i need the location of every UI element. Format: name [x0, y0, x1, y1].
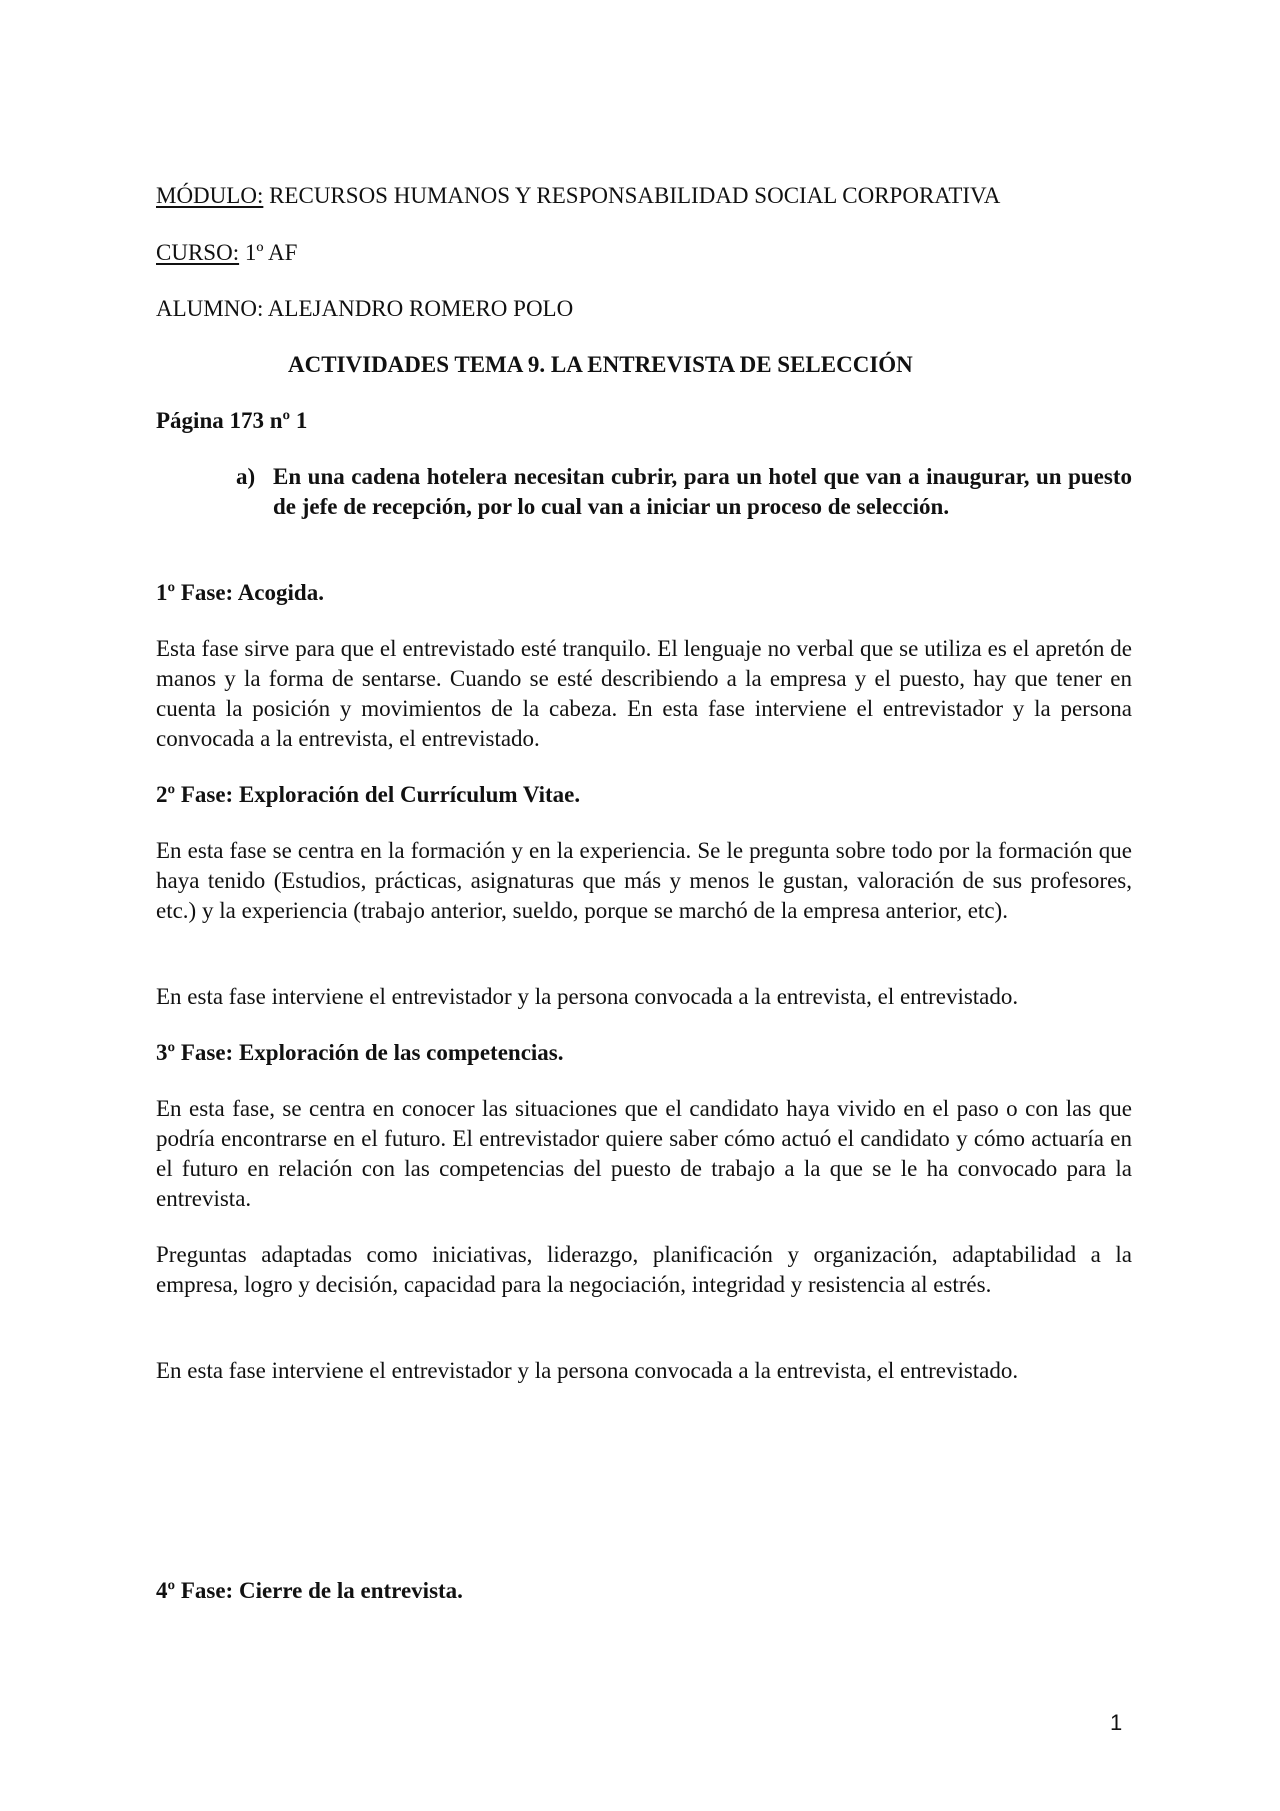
fase1-paragraph: Esta fase sirve para que el entrevistado esté tranquilo. El lenguaje no verbal que se utiliza es el apretón de manos y la forma de sentarse. Cuando se esté describiendo a la empresa y el puesto, hay que tener en cuenta la posición y movimientos de la cabeza. En esta fase interviene el entrevistador y la persona convocada a la entrevista, el entrevistado. [156, 636, 1132, 751]
list-item-a [236, 462, 1132, 522]
fase3-paragraph-1: En esta fase, se centra en conocer las situaciones que el candidato haya vivido en el paso o con las que podría encontrarse en el futuro. El entrevistador quiere saber cómo actuó el candidato y cómo actuaría en el futuro en relación con las competencias del puesto de trabajo a la que se le ha convocado para la entrevista. [156, 1096, 1132, 1211]
curso-line [156, 238, 297, 268]
fase2-heading: 2º Fase: Exploración del Currículum Vitae. [156, 782, 581, 807]
fase2-paragraph-2: En esta fase interviene el entrevistador y la persona convocada a la entrevista, el entrevistado. [156, 984, 1019, 1009]
alumno-line: ALUMNO: ALEJANDRO ROMERO POLO [156, 296, 574, 321]
fase3-paragraph-2: Preguntas adaptadas como iniciativas, liderazgo, planificación y organización, adaptabilidad a la empresa, logro y decisión, capacidad para la negociación, integridad y resistencia al estrés. [156, 1242, 1132, 1297]
modulo-value: RECURSOS HUMANOS Y RESPONSABILIDAD SOCIAL CORPORATIVA [263, 183, 1001, 208]
fase4-heading: 4º Fase: Cierre de la entrevista. [156, 1578, 463, 1603]
curso-value: 1º AF [239, 240, 298, 265]
page-title: ACTIVIDADES TEMA 9. LA ENTREVISTA DE SELECCIÓN [288, 352, 913, 377]
modulo-line [156, 181, 1000, 211]
fase1-heading: 1º Fase: Acogida. [156, 580, 324, 605]
list-item-marker: a) [236, 464, 256, 489]
page-reference: Página 173 nº 1 [156, 408, 308, 433]
curso-label: CURSO: [156, 240, 240, 265]
fase3-heading: 3º Fase: Exploración de las competencias. [156, 1040, 564, 1065]
page-number: 1 [1110, 1710, 1123, 1735]
list-item-text: En una cadena hotelera necesitan cubrir, para un hotel que van a inaugurar, un puesto de jefe de recepción, por lo cual van a iniciar un proceso de selección. [273, 464, 1132, 519]
fase3-paragraph-3: En esta fase interviene el entrevistador y la persona convocada a la entrevista, el entrevistado. [156, 1358, 1019, 1383]
modulo-label: MÓDULO: [156, 183, 264, 208]
fase2-paragraph-1: En esta fase se centra en la formación y en la experiencia. Se le pregunta sobre todo por la formación que haya tenido (Estudios, prácticas, asignaturas que más y menos le gustan, valoración de sus profesores, etc.) y la experiencia (trabajo anterior, sueldo, porque se marchó de la empresa anterior, etc). [156, 838, 1132, 923]
